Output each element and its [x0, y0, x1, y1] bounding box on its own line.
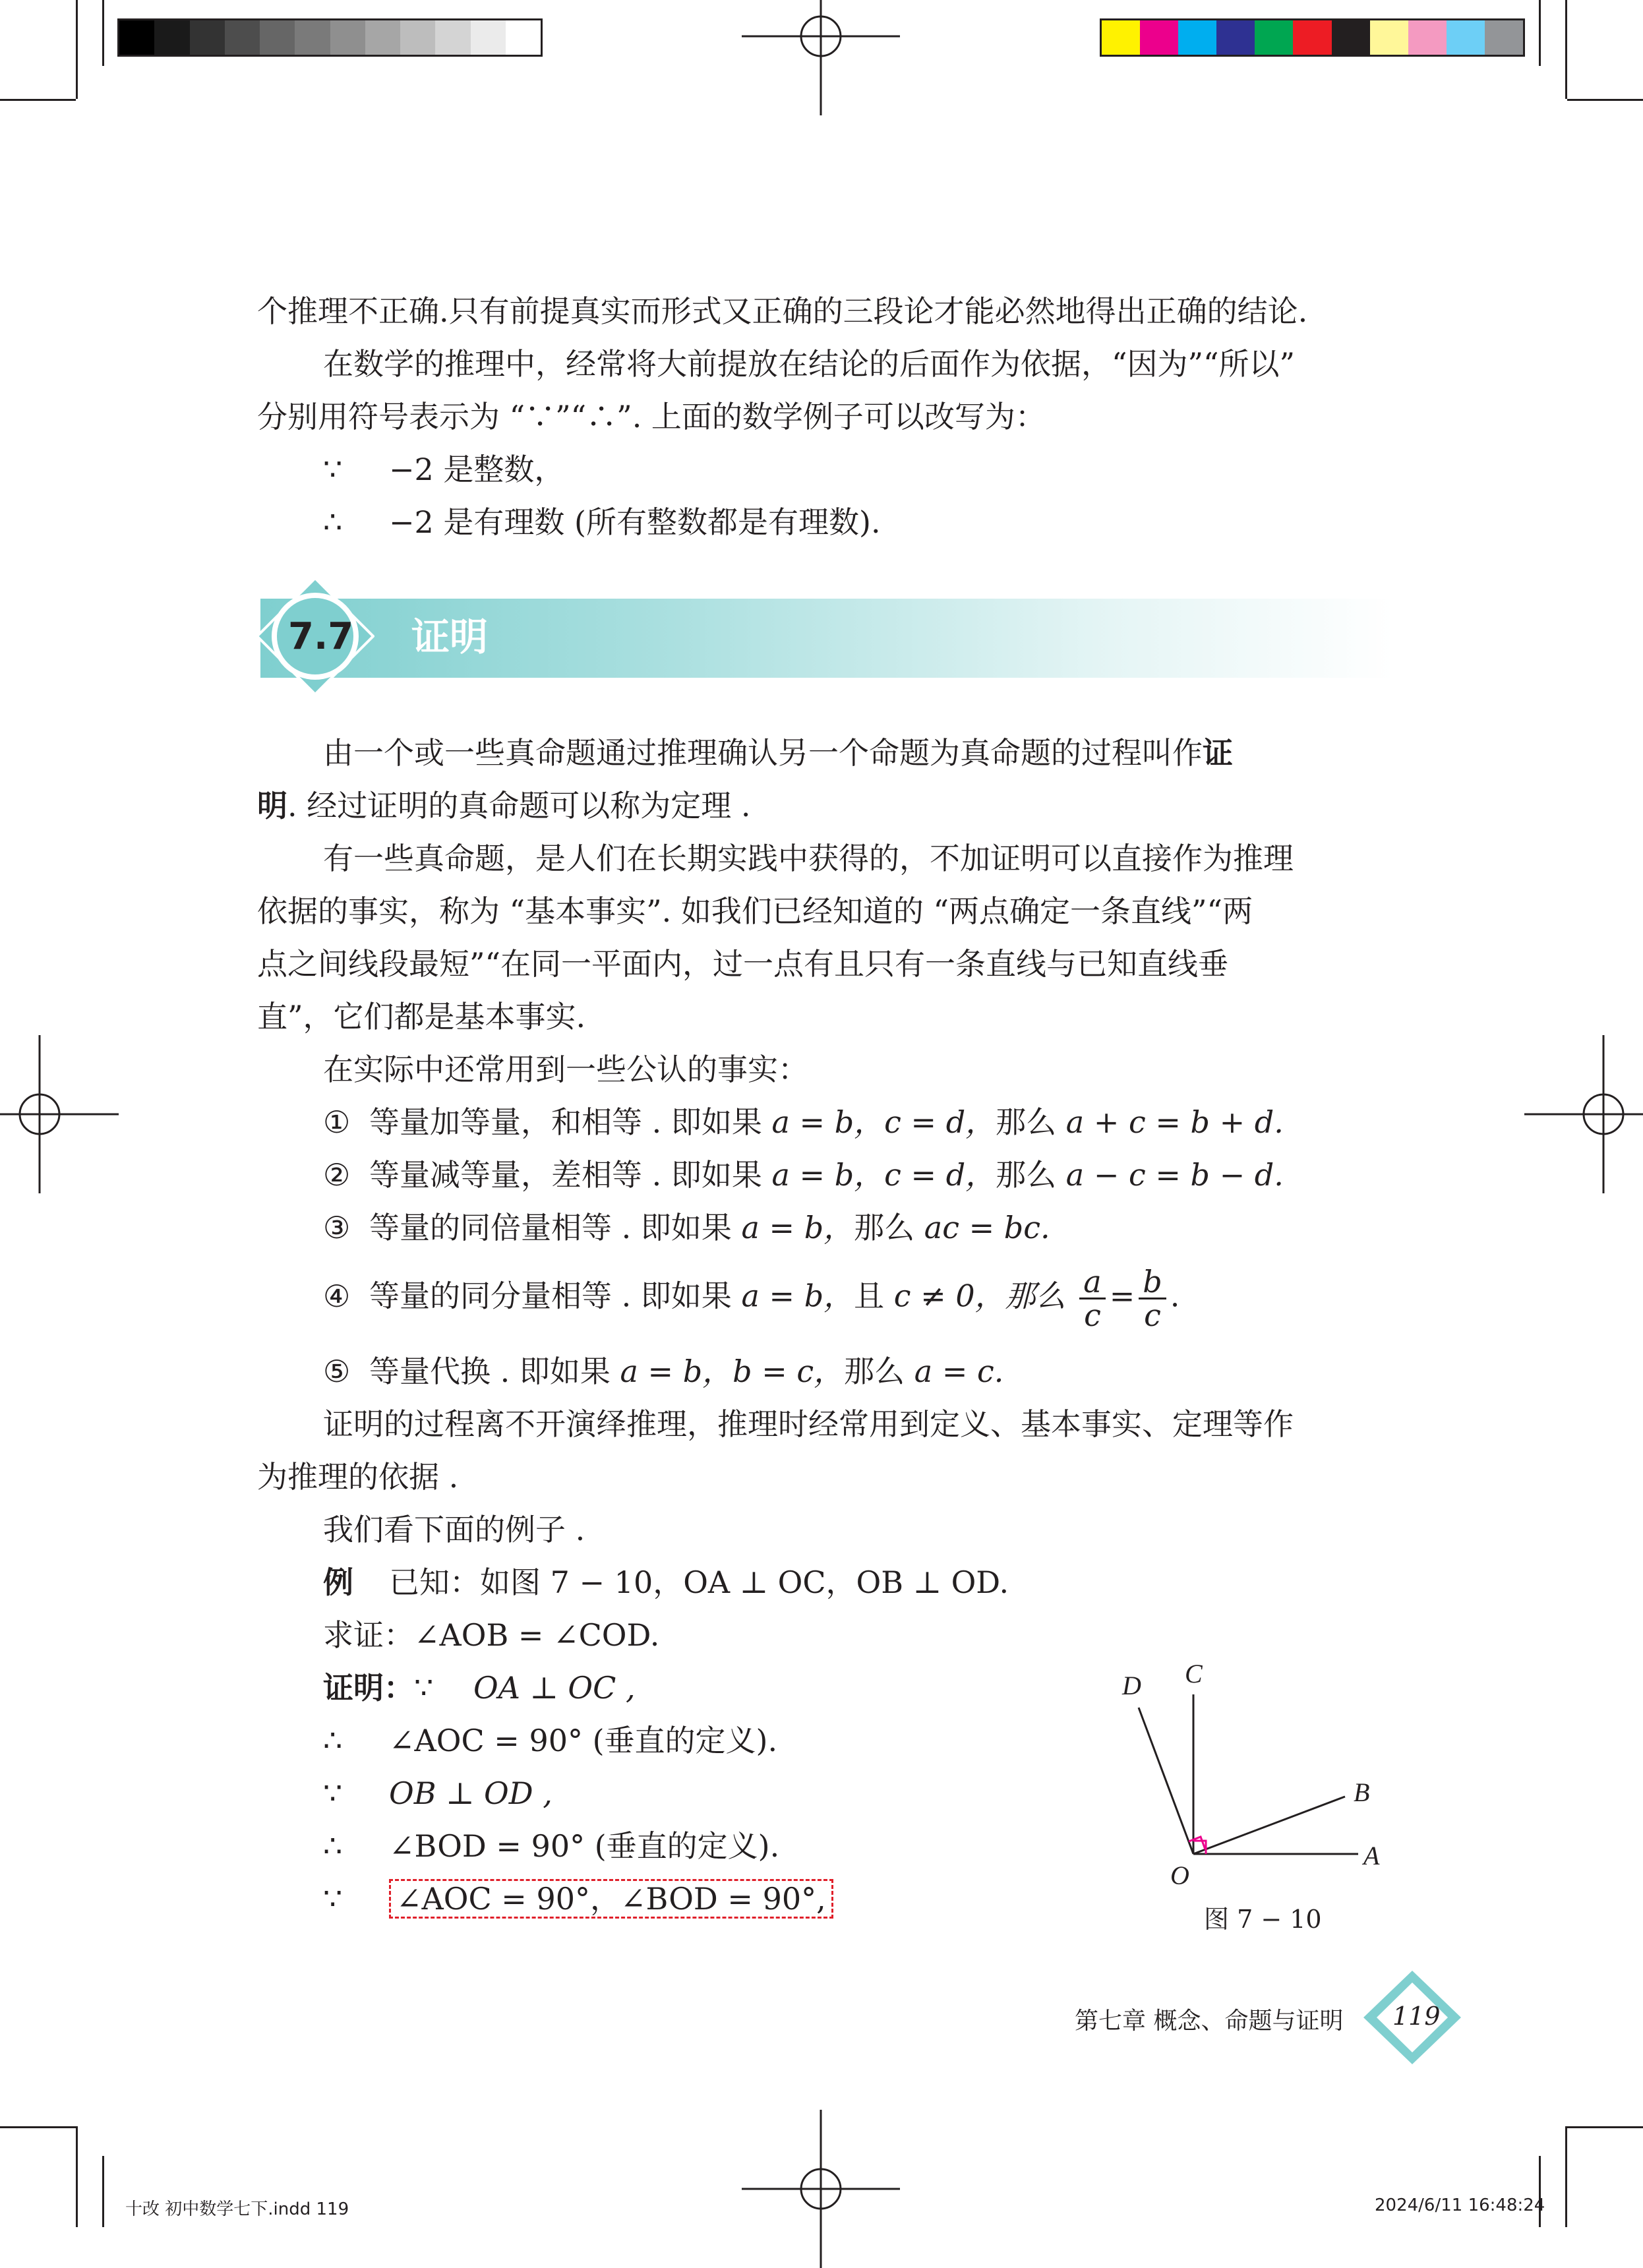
list-item	[323, 1201, 1457, 1254]
item-result: a − c = b − d.	[1065, 1157, 1284, 1193]
grayscale-color-bar	[117, 18, 543, 57]
item-math: a = b，b = c，	[620, 1354, 845, 1389]
color-swatch	[1293, 20, 1331, 55]
crop-mark	[1567, 2126, 1643, 2128]
proof-symbol: ∵	[414, 1670, 434, 1706]
body-text: . 经过证明的真命题可以称为定理 .	[287, 788, 751, 823]
body-paragraph: 我们看下面的例子 .	[323, 1512, 585, 1547]
highlighted-proof-text: ∠AOC = 90°，∠BOD = 90°,	[389, 1879, 833, 1919]
body-text: 由一个或一些真命题通过推理确认另一个命题为真命题的过程叫作	[323, 735, 1203, 771]
color-swatch	[1216, 20, 1255, 55]
item-then: 那么	[996, 1104, 1057, 1140]
color-swatch	[435, 20, 470, 55]
crop-mark	[76, 0, 78, 99]
crop-mark	[1539, 0, 1541, 66]
item-text: 等量的同分量相等 . 即如果	[369, 1278, 732, 1314]
list-item	[323, 1096, 1457, 1149]
fraction-denominator: c	[1084, 1298, 1101, 1333]
because-line	[323, 443, 1457, 496]
color-swatch	[119, 20, 154, 55]
section-number: 7.7	[288, 615, 354, 658]
color-swatch	[154, 20, 189, 55]
item-number: ①	[323, 1104, 351, 1140]
body-paragraph: 证明的过程离不开演绎推理，推理时经常用到定义、基本事实、定理等作	[323, 1406, 1294, 1442]
figure-caption: 图 7 − 10	[1204, 1905, 1322, 1934]
body-paragraph: 依据的事实，称为 “基本事实”. 如我们已经知道的 “两点确定一条直线”“两	[257, 893, 1253, 929]
color-swatch	[1178, 20, 1216, 55]
label-a: A	[1363, 1841, 1380, 1870]
color-swatch	[1485, 20, 1523, 55]
label-o: O	[1170, 1861, 1189, 1890]
term-bold: 明	[257, 788, 287, 823]
body-paragraph: 有一些真命题，是人们在长期实践中获得的，不加证明可以直接作为推理	[323, 841, 1294, 876]
crop-mark	[102, 2156, 104, 2227]
item-then: 那么	[844, 1354, 905, 1389]
crop-mark	[1539, 2156, 1541, 2227]
proof-symbol: ∴	[323, 1723, 343, 1758]
label-c: C	[1185, 1659, 1203, 1688]
color-swatch	[365, 20, 400, 55]
file-info: 十改 初中数学七下.indd 119	[125, 2199, 349, 2219]
ray-od	[1139, 1708, 1193, 1854]
registration-mark-icon	[1524, 1035, 1643, 1193]
body-paragraph: 点之间线段最短”“在同一平面内，过一点有且只有一条直线与已知直线垂	[257, 946, 1229, 982]
item-number: ④	[323, 1278, 351, 1314]
proof-symbol: ∵	[323, 1776, 343, 1811]
item-result: c ≠ 0，那么	[893, 1278, 1066, 1314]
angle-figure	[1094, 1648, 1411, 1912]
intro-line: 个推理不正确.只有前提真实而形式又正确的三段论才能必然地得出正确的结论.	[257, 293, 1308, 329]
crop-mark	[1565, 2126, 1567, 2227]
color-swatch	[400, 20, 435, 55]
because-symbol: ∵	[323, 452, 343, 487]
crop-mark	[1567, 99, 1643, 101]
fraction-numerator: a	[1079, 1266, 1105, 1299]
color-swatch	[225, 20, 260, 55]
proof-text: OA ⊥ OC ,	[473, 1670, 636, 1706]
body-paragraph	[323, 727, 1457, 779]
body-paragraph: 为推理的依据 .	[257, 1459, 459, 1495]
color-swatch	[1255, 20, 1293, 55]
example-prove: 求证：∠AOB = ∠COD.	[323, 1617, 660, 1653]
item-result: a + c = b + d.	[1065, 1104, 1284, 1140]
label-d: D	[1122, 1671, 1141, 1700]
example-given	[323, 1556, 1457, 1609]
proof-symbol: ∵	[323, 1881, 343, 1917]
proof-text: OB ⊥ OD ,	[389, 1776, 553, 1811]
list-item: ④ 等量的同分量相等 . 即如果 a = b，且 c ≠ 0，那么 $\frac{a}{c}$ = $\frac{b}{c}$ .	[323, 1264, 1180, 1333]
example-label: 例	[323, 1565, 353, 1600]
therefore-symbol: ∴	[323, 504, 343, 540]
fraction-a-over-c	[1079, 1266, 1105, 1331]
because-text: −2 是整数，	[389, 452, 565, 487]
item-math: a = b，	[741, 1210, 854, 1245]
color-swatch	[330, 20, 365, 55]
item-then: 那么	[996, 1157, 1057, 1193]
item-result: a = c.	[914, 1354, 1004, 1389]
crop-mark	[1565, 0, 1567, 99]
term-bold: 证	[1203, 735, 1233, 771]
fraction-b-over-c	[1139, 1266, 1166, 1331]
therefore-text: −2 是有理数 (所有整数都是有理数).	[389, 504, 881, 540]
item-result: ac = bc.	[924, 1210, 1050, 1245]
section-title: 证明	[411, 614, 489, 659]
chapter-running-footer: 第七章 概念、命题与证明	[1075, 2008, 1344, 2035]
item-text: 等量加等量，和相等 . 即如果	[369, 1104, 762, 1140]
color-swatch	[506, 20, 541, 55]
crop-mark	[0, 99, 76, 101]
list-item	[323, 1345, 1457, 1398]
item-number: ⑤	[323, 1354, 351, 1389]
example-given-text: 已知：如图 7 − 10，OA ⊥ OC，OB ⊥ OD.	[389, 1565, 1009, 1600]
item-math: a = b，	[741, 1278, 854, 1314]
print-timestamp: 2024/6/11 16:48:24	[1375, 2195, 1545, 2215]
item-text: 等量的同倍量相等 . 即如果	[369, 1210, 732, 1245]
color-swatch	[190, 20, 225, 55]
item-number: ③	[323, 1210, 351, 1245]
body-paragraph	[257, 779, 1391, 832]
item-text: 等量减等量，差相等 . 即如果	[369, 1157, 762, 1193]
fraction-denominator: c	[1144, 1298, 1161, 1333]
crop-mark	[0, 2126, 76, 2128]
proof-symbol: ∴	[323, 1828, 343, 1864]
fraction-numerator: b	[1139, 1266, 1166, 1299]
page-number: 119	[1392, 2002, 1441, 2031]
intro-line: 分别用符号表示为 “∵”“∴”. 上面的数学例子可以改写为：	[257, 399, 1046, 434]
item-then: 那么	[854, 1210, 915, 1245]
color-swatch	[1332, 20, 1370, 55]
color-swatch	[295, 20, 330, 55]
proof-label: 证明：	[323, 1670, 414, 1706]
label-b: B	[1354, 1777, 1370, 1807]
body-paragraph: 在实际中还常用到一些公认的事实：	[323, 1052, 808, 1087]
item-number: ②	[323, 1157, 351, 1193]
color-swatch	[1140, 20, 1178, 55]
registration-mark-icon	[742, 2110, 900, 2268]
cmyk-color-bar	[1100, 18, 1525, 57]
color-swatch	[1447, 20, 1485, 55]
crop-mark	[102, 0, 104, 66]
color-swatch	[1102, 20, 1140, 55]
item-then: 且	[854, 1278, 885, 1314]
color-swatch	[1408, 20, 1447, 55]
list-item	[323, 1149, 1457, 1201]
therefore-line	[323, 496, 1457, 549]
color-swatch	[471, 20, 506, 55]
ray-ob	[1193, 1797, 1345, 1854]
intro-line: 在数学的推理中，经常将大前提放在结论的后面作为依据，“因为”“所以”	[323, 346, 1296, 382]
registration-mark-icon	[0, 1035, 119, 1193]
item-math: a = b，c = d，	[771, 1157, 996, 1193]
crop-mark	[76, 2126, 78, 2227]
item-text: 等量代换 . 即如果	[369, 1354, 611, 1389]
body-paragraph: 直”，它们都是基本事实.	[257, 999, 586, 1034]
color-swatch	[260, 20, 295, 55]
proof-text: ∠AOC = 90° (垂直的定义).	[389, 1723, 778, 1758]
item-math: a = b，c = d，	[771, 1104, 996, 1140]
registration-mark-icon	[742, 0, 900, 115]
color-swatch	[1370, 20, 1408, 55]
proof-text: ∠BOD = 90° (垂直的定义).	[389, 1828, 780, 1864]
